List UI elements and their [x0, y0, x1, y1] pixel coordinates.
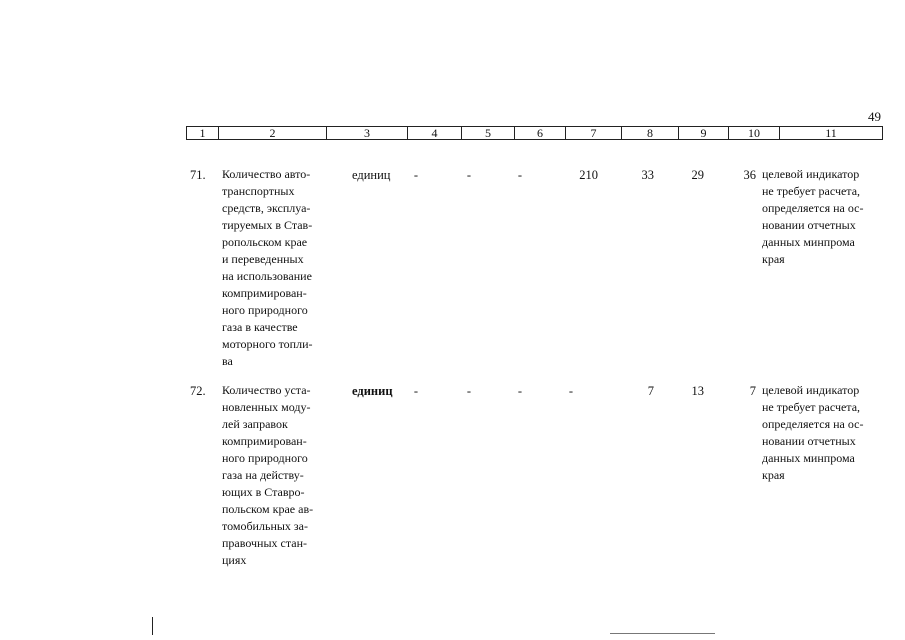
- value-col-6: -: [517, 168, 523, 182]
- value-col-6: -: [517, 384, 523, 398]
- value-col-9: 13: [691, 384, 704, 398]
- table-header: [186, 126, 883, 140]
- header-col-5: 5: [462, 127, 515, 139]
- unit-cell: единиц: [352, 384, 393, 398]
- header-col-1: 1: [187, 127, 219, 139]
- value-col-10: 7: [749, 384, 756, 398]
- header-col-11: 11: [825, 127, 837, 139]
- header-col-6: 6: [515, 127, 566, 139]
- value-col-10: 36: [743, 168, 756, 182]
- header-col-8: 8: [622, 127, 679, 139]
- value-col-4: -: [413, 168, 419, 182]
- value-col-7: -: [568, 384, 574, 398]
- indicator-name: Количество уста- новленных моду- лей заправок компримирован- ного природного газа на действу- ющих в Ставро- польском крае ав- томобильных за- правочных стан- циях: [222, 383, 314, 567]
- scan-mark: [152, 617, 153, 635]
- value-col-5: -: [466, 384, 472, 398]
- indicator-name: Количество авто- транспортных средств, эксплуа- тируемых в Став- ропольском крае и переведенных на использование компримирован- ного природного газа в качестве моторного топли- ва: [222, 167, 313, 368]
- value-col-8: 7: [647, 384, 654, 398]
- header-col-7: 7: [566, 127, 622, 139]
- header-col-9: 9: [679, 127, 729, 139]
- value-col-7: 210: [579, 168, 598, 182]
- scan-mark: [610, 633, 715, 634]
- header-col-3: 3: [327, 127, 408, 139]
- indicator-note: целевой индикатор не требует расчета, определяется на ос- новании отчетных данных минпрома края: [762, 167, 864, 266]
- row-number: 71.: [190, 168, 206, 182]
- indicator-note: целевой индикатор не требует расчета, определяется на ос- новании отчетных данных минпрома края: [762, 383, 864, 482]
- header-col-4: 4: [408, 127, 462, 139]
- unit-cell: единиц: [352, 168, 391, 182]
- header-col-2: 2: [219, 127, 327, 139]
- value-col-4: -: [413, 384, 419, 398]
- row-number: 72.: [190, 384, 206, 398]
- value-col-5: -: [466, 168, 472, 182]
- page-number: 49: [868, 109, 881, 124]
- value-col-9: 29: [691, 168, 704, 182]
- header-col-10: 10: [729, 127, 780, 139]
- value-col-8: 33: [641, 168, 654, 182]
